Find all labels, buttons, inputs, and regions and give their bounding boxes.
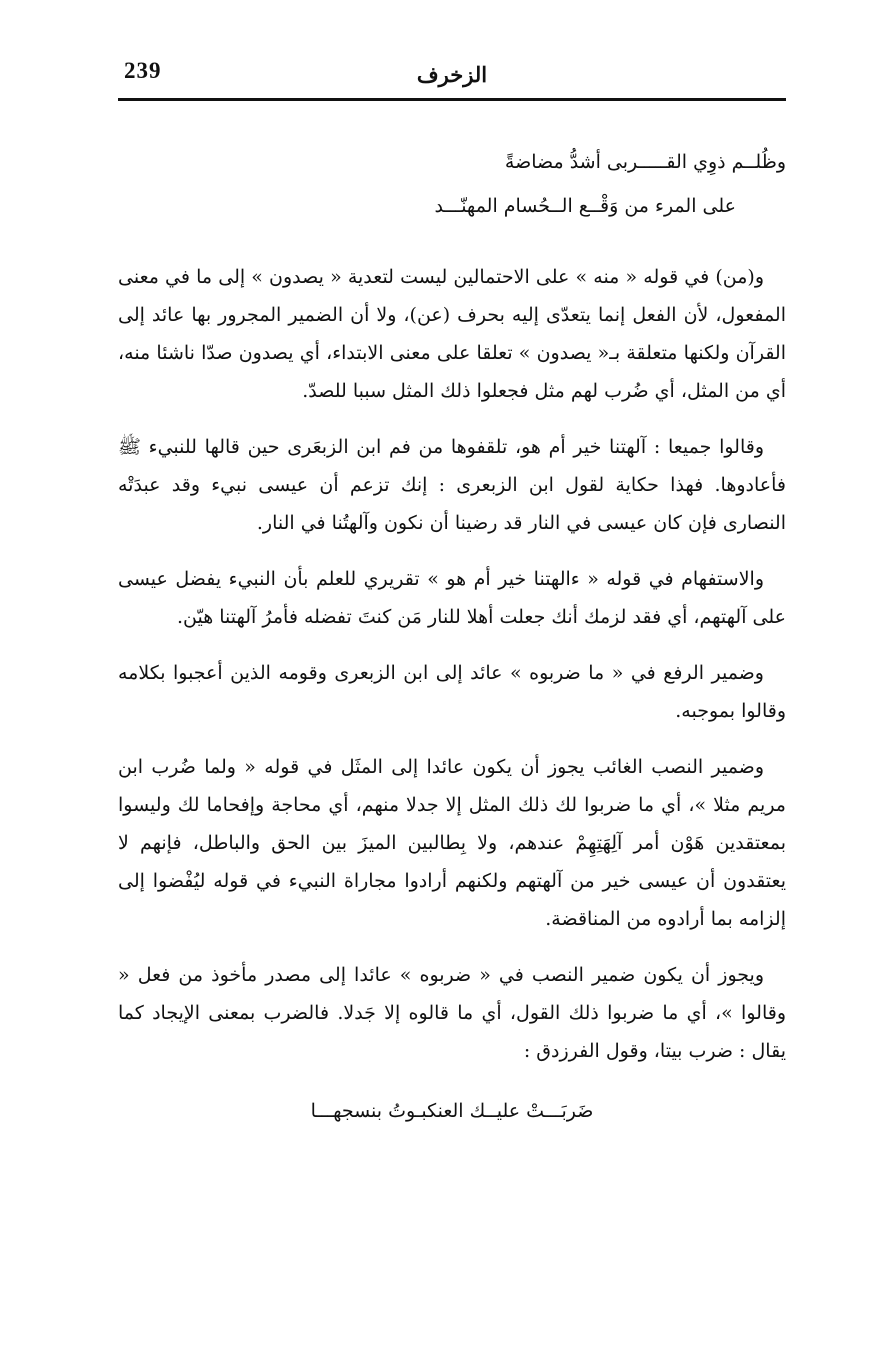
paragraph-1: و(من) في قوله « منه » على الاحتمالين ليست لتعدية « يصدون » إلى ما في معنى المفعول، لأن الفعل إنما يتعدّى إليه بحرف (عن)، ولا أن الضمير المجرور بها عائد إلى القرآن ولكنها متعلقة بـ« يصدون » تعلقا على معنى الابتداء، أي يصدون صدّا ناشئا منه، أي من المثل، أي ضُرب لهم مثل فجعلوا ذلك المثل سببا للصدّ. [118, 266, 786, 402]
page-body [118, 140, 786, 1130]
paragraph-2: وقالوا جميعا : آلهتنا خير أم هو، تلقفوها من فم ابن الزبعَرى حين قالها للنبيء ﷺ فأعادوها. فهذا حكاية لقول ابن الزبعرى : إنك تزعم أن عيسى نبيء وقد عبدَتْه النصارى فإن كان عيسى في النار قد رضينا أن نكون وآلهتُنا في النار. [118, 436, 786, 534]
paragraph-4: وضمير الرفع في « ما ضربوه » عائد إلى ابن الزبعرى وقومه الذين أعجبوا بكلامه وقالوا بموجبه. [118, 662, 786, 722]
verse-line-3: ضَربَـــتْ عليــك العنكبـوتُ بنسجهـــا [310, 1100, 594, 1122]
paragraph-6: ويجوز أن يكون ضمير النصب في « ضربوه » عائدا إلى مصدر مأخوذ من فعل « وقالوا »، أي ما ضربوا ذلك القول، أي ما قالوه إلا جَدلا. فالضرب بمعنى الإيجاد كما يقال : ضرب بيتا، وقول الفرزدق : [118, 964, 786, 1062]
page-header [118, 52, 786, 100]
verse-line-1: وظُلــم ذوِي القـــــربى أشدُّ مضاضةً [504, 151, 786, 173]
paragraph-5: وضمير النصب الغائب يجوز أن يكون عائدا إلى المثَل في قوله « ولما ضُرب ابن مريم مثلا »، أي ما ضربوا لك ذلك المثل إلا جدلا منهم، أي محاجة وإفحاما لك وليسوا بمعتقدين هَوْن أمر آلِهَتِهِمْ عندهم، ولا بِطالبين الميزَ بين الحق والباطل، فإنهم لا يعتقدون أن عيسى خير من آلهتهم ولكنهم أرادوا مجاراة النبيء في قوله ليُفْضوا إلى إلزامه بما أرادوه من المناقضة. [118, 756, 786, 930]
verse-line-2: على المرء من وَقْــع الــحُسام المهنّـــد [434, 195, 736, 217]
running-title: الزخرف [416, 62, 488, 87]
page-number: 239 [124, 58, 162, 83]
paragraph-3: والاستفهام في قوله « ءالهتنا خير أم هو » تقريري للعلم بأن النبيء يفضل عيسى على آلهتهم، أي فقد لزمك أنك جعلت أهلا للنار مَن كنتَ تفضله فأمرُ آلهتنا هيّن. [118, 568, 786, 628]
header-rule [118, 98, 786, 101]
